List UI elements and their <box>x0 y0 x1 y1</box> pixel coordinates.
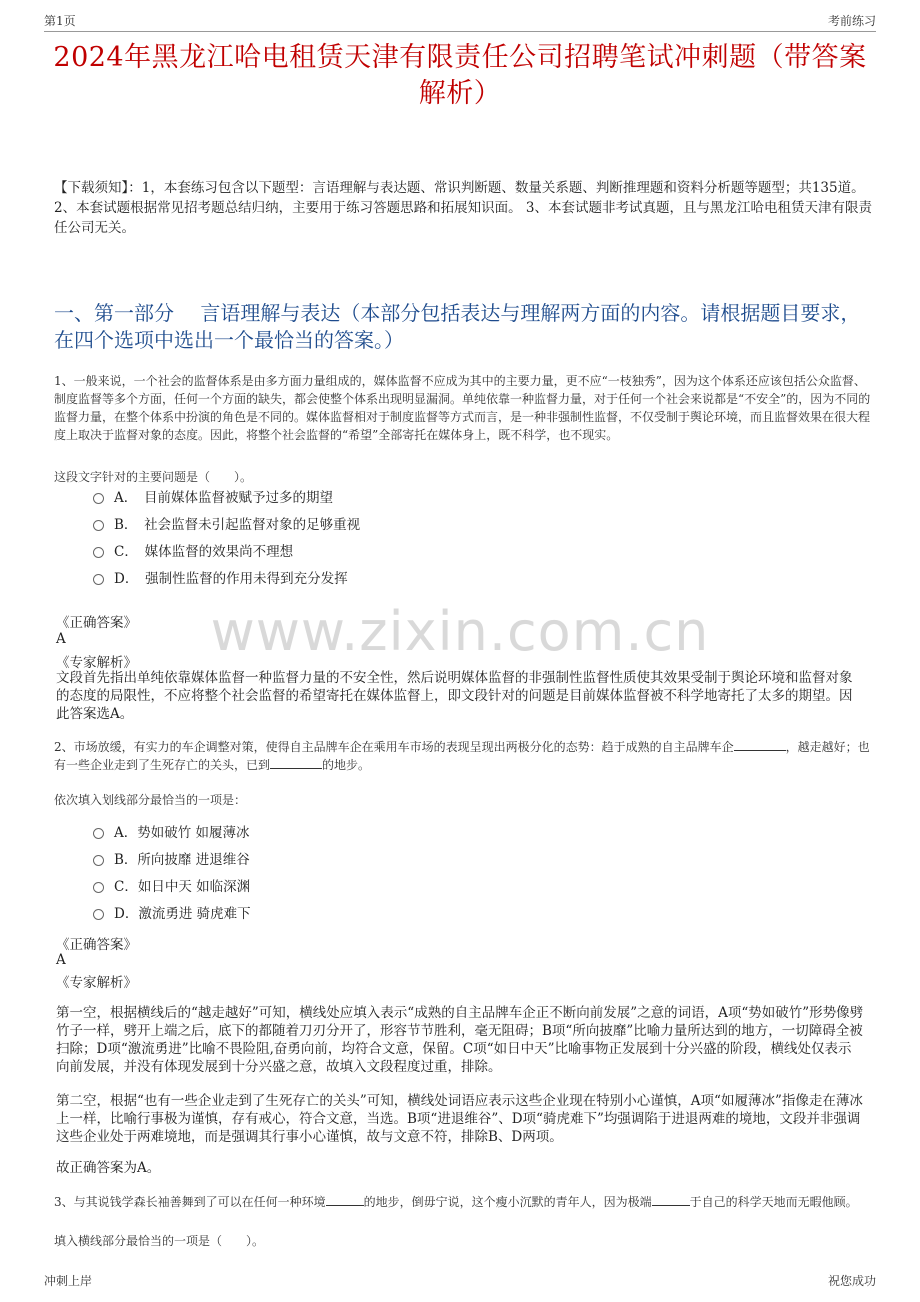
page-header <box>44 12 876 30</box>
q2-analysis-part-1: 第一空，根据横线后的“越走越好”可知，横线处应填入表示“成熟的自主品牌车企正不断向前发展”之意的词语，A项“势如破竹”形势像劈竹子一样，劈开上端之后，底下的都随着刀刃分开了，形容节节胜利，毫无阻碍；B项“所向披靡”比喻力量所达到的地方，一切障碍全被扫除；D项“激流勇进”比喻不畏险阻,奋勇向前，均符合文意，保留。C项“如日中天”比喻事物正发展到十分兴盛的阶段，横线处仅表示向前发展，并没有体现发展到十分兴盛之意，故填入文段程度过重，排除。 <box>56 1005 864 1075</box>
radio-icon[interactable] <box>93 547 104 558</box>
q1-option-d[interactable]: D． 强制性监督的作用未得到充分发挥 <box>93 569 348 589</box>
section-heading: 一、第一部分 言语理解与表达（本部分包括表达与理解两方面的内容。请根据题目要求，在四个选项中选出一个最恰当的答案。） <box>54 301 861 352</box>
question-1-text: 1、一般来说，一个社会的监督体系是由多方面力量组成的，媒体监督不应成为其中的主要力量，更不应“一枝独秀”，因为这个体系还应该包括公众监督、制度监督等多个方面，任何一个方面的缺失，都会使整个体系出现明显漏洞。单纯依靠一种监督力量，对于任何一个社会来说都是“不安全”的，因为不同的监督力量，在整个体系中扮演的角色是不同的。媒体监督相对于制度监督等方式而言，是一种非强制性监督，不仅受制于舆论环境，而且监督效果在很大程度上取决于监督对象的态度。因此，将整个社会监督的“希望”全部寄托在媒体身上，既不科学，也不现实。 <box>54 374 871 442</box>
header-divider <box>44 31 876 32</box>
document-title: 2024年黑龙江哈电租赁天津有限责任公司招聘笔试冲刺题（带答案解析） <box>53 42 867 109</box>
fill-blank <box>326 1193 364 1206</box>
fill-blank <box>734 738 786 751</box>
radio-icon[interactable] <box>93 493 104 504</box>
question-3-stem: 填入横线部分最恰当的一项是（ ）。 <box>54 1234 265 1248</box>
radio-icon[interactable] <box>93 574 104 585</box>
question-3-text: 3、与其说钱学森长袖善舞到了可以在任何一种环境 的地步，倒毋宁说，这个瘦小沉默的青年人，因为极端 于自己的科学天地而无暇他顾。 <box>54 1195 858 1209</box>
q1-analysis: 文段首先指出单纯依靠媒体监督一种监督力量的不安全性，然后说明媒体监督的非强制性监督性质使其效果受制于舆论环境和监督对象的态度的局限性，不应将整个社会监督的希望寄托在媒体监督上，即文段针对的问题是目前媒体监督被不科学地寄托了太多的期望。因此答案选A。 <box>56 670 853 722</box>
q1-option-c[interactable]: C． 媒体监督的效果尚不理想 <box>93 542 293 562</box>
q2-option-c[interactable]: C．如日中天 如临深渊 <box>93 877 250 897</box>
q1-option-b[interactable]: B． 社会监督未引起监督对象的足够重视 <box>93 515 360 535</box>
radio-icon[interactable] <box>93 909 104 920</box>
radio-icon[interactable] <box>93 882 104 893</box>
radio-icon[interactable] <box>93 855 104 866</box>
q1-option-a[interactable]: A． 目前媒体监督被赋予过多的期望 <box>93 488 333 508</box>
page-number: 第1页 <box>44 14 76 28</box>
watermark: www.zixin.com.cn <box>210 600 710 663</box>
download-notice: 【下载须知】：1，本套练习包含以下题型：言语理解与表达题、常识判断题、数量关系题、判断推理题和资料分析题等题型；共135道。 2、本套试题根据常见招考题总结归纳，主要用于练习答题思路和拓展知识面。 3、本套试题非考试真题，且与黑龙江哈电租赁天津有限责任公司无关。 <box>54 180 872 236</box>
header-label: 考前练习 <box>827 14 876 28</box>
q2-option-a[interactable]: A．势如破竹 如履薄冰 <box>93 823 250 843</box>
q2-answer: A <box>56 952 66 968</box>
q1-answer: A <box>56 631 66 647</box>
q2-option-b[interactable]: B．所向披靡 进退维谷 <box>93 850 250 870</box>
q1-answer-label: 《正确答案》 <box>56 615 137 631</box>
q2-answer-label: 《正确答案》 <box>56 937 137 953</box>
question-2-text: 2、市场放缓，有实力的车企调整对策，使得自主品牌车企在乘用车市场的表现呈现出两极分化的态势：趋于成熟的自主品牌车企 ，越走越好；也有一些企业走到了生死存亡的关头，已到 的地步。 <box>54 740 870 772</box>
radio-icon[interactable] <box>93 520 104 531</box>
footer-left: 冲刺上岸 <box>44 1274 93 1288</box>
question-2-stem: 依次填入划线部分最恰当的一项是： <box>54 793 247 807</box>
question-1-stem: 这段文字针对的主要问题是（ ）。 <box>54 470 253 484</box>
q2-option-d[interactable]: D．激流勇进 骑虎难下 <box>93 904 251 924</box>
fill-blank <box>652 1193 690 1206</box>
q2-analysis-part-2: 第二空，根据“也有一些企业走到了生死存亡的关头”可知，横线处词语应表示这些企业现在特别小心谨慎，A项“如履薄冰”指像走在薄冰上一样，比喻行事极为谨慎，存有戒心，符合文意，当选。B项“进退维谷”、D项“骑虎难下”均强调陷于进退两难的境地，文段并非强调这些企业处于两难境地，而是强调其行事小心谨慎，故与文意不符，排除B、D两项。 <box>56 1093 863 1145</box>
radio-icon[interactable] <box>93 828 104 839</box>
footer-right: 祝您成功 <box>827 1274 876 1288</box>
q1-analysis-label: 《专家解析》 <box>56 655 137 671</box>
q2-analysis-label: 《专家解析》 <box>56 975 137 991</box>
fill-blank <box>270 756 322 769</box>
q2-analysis-conclusion: 故正确答案为A。 <box>56 1160 161 1176</box>
